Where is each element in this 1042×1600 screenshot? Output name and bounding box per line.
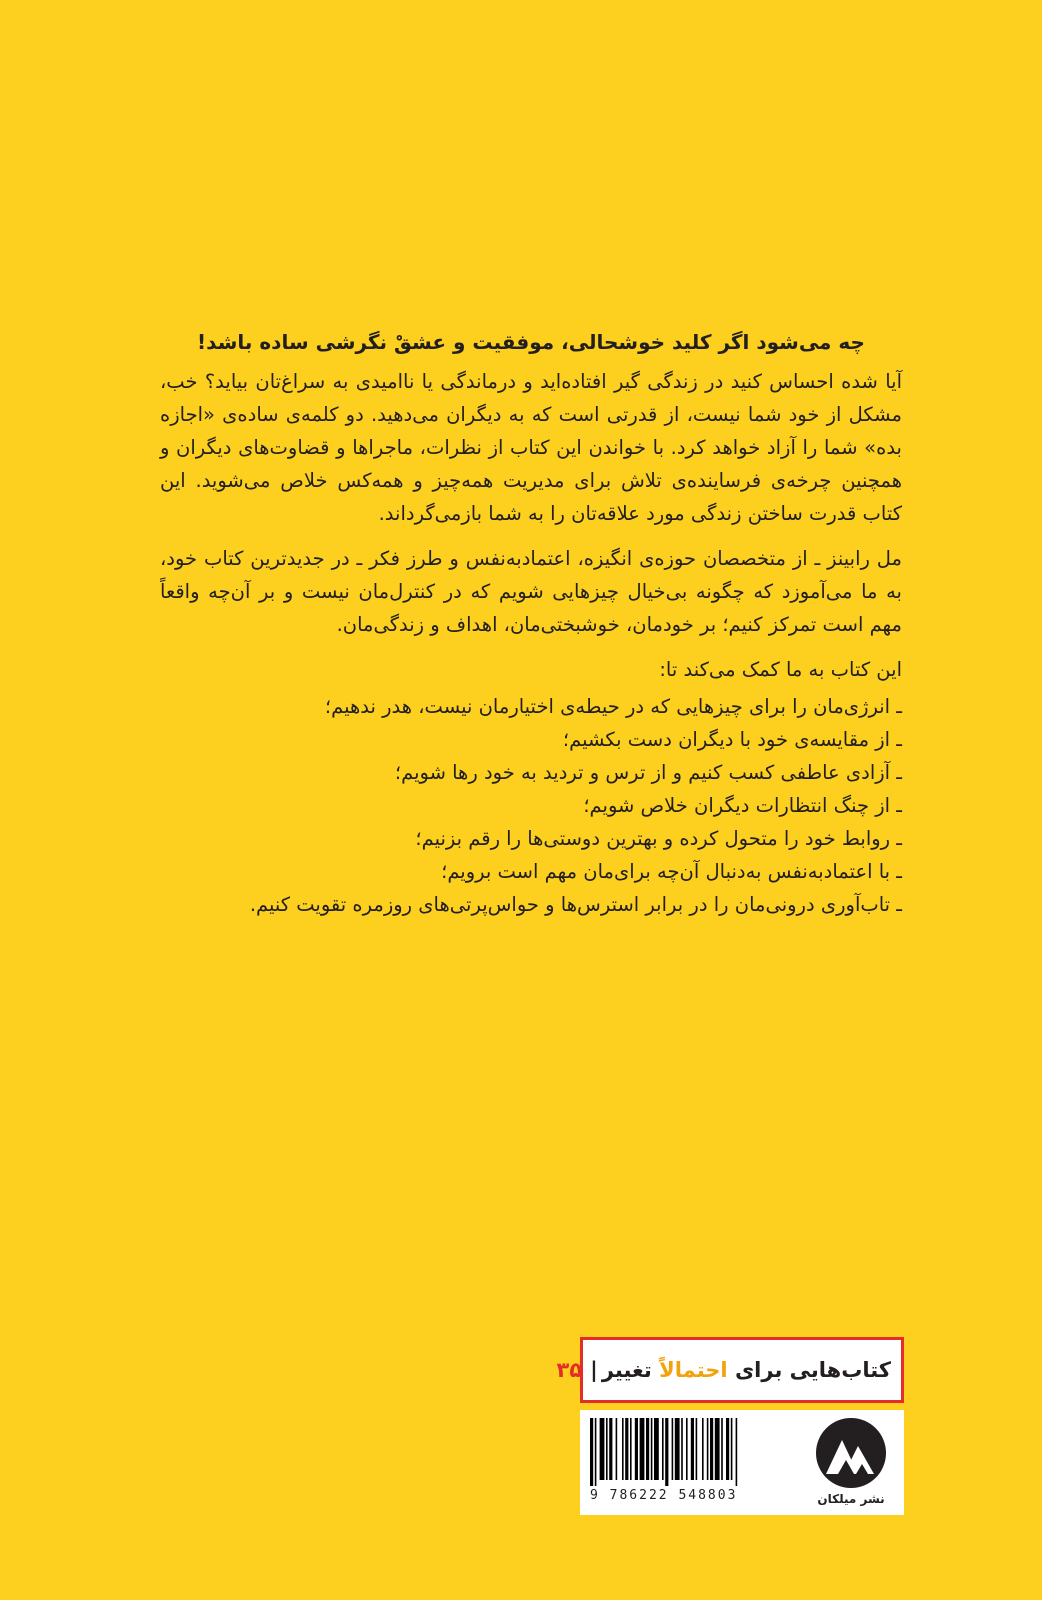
publisher-name: نشر میلکان (817, 1492, 885, 1506)
list-item: ـ از چنگ انتظارات دیگران خلاص شویم؛ (583, 794, 902, 817)
barcode-bar (710, 1418, 713, 1480)
barcode-bar (675, 1418, 680, 1480)
list-item: ـ انرژی‌مان را برای چیزهایی که در حیطه‌ی اختیارمان نیست، هدر ندهیم؛ (324, 695, 902, 718)
barcode-bar (726, 1418, 729, 1480)
barcode-bar (590, 1418, 593, 1486)
barcode-area (580, 1410, 904, 1515)
barcode-bar (622, 1418, 624, 1480)
back-cover-text (160, 326, 902, 921)
barcode-bar (630, 1418, 632, 1480)
isbn-digits: 9 786222 548803 (590, 1488, 738, 1503)
barcode-bar (654, 1418, 659, 1480)
barcode-bar (691, 1418, 694, 1480)
barcode-bar (707, 1418, 709, 1480)
paragraph-intro: آیا شده احساس کنید در زندگی گیر افتاده‌اید و درماندگی یا ناامیدی به سراغ‌تان بیاید؟ خب، مشکل از خود شما نیست، از قدرتی است که به دیگران می‌دهید. دو کلمه‌ی ساده‌ی «اجازه بده» شما را آزاد خواهد کرد. با خواندن این کتاب از نظرات، ماجراها و قضاوت‌های دیگران و همچنین چرخه‌ی فرساینده‌ی تلاش برای مدیریت همه‌چیز و همه‌کس خلاص می‌شوید. این کتاب قدرت ساختن زندگی مورد علاقه‌تان را به شما بازمی‌گرداند. (160, 370, 902, 525)
barcode-bar (696, 1418, 698, 1480)
barcode-bar (731, 1418, 733, 1480)
barcode-bar (702, 1418, 704, 1480)
publisher-logo (808, 1416, 894, 1506)
mountains-logo-icon (812, 1416, 890, 1490)
barcode-bar (681, 1418, 683, 1480)
barcode-icon (590, 1418, 790, 1486)
list-item: ـ آزادی عاطفی کسب کنیم و از ترس و تردید به خود رها شویم؛ (394, 761, 902, 784)
barcode-bar (651, 1418, 653, 1480)
barcode-bar (640, 1418, 645, 1480)
barcode-bar (635, 1418, 638, 1480)
barcode-bar (606, 1418, 608, 1480)
series-number: ۳۵ (556, 1358, 583, 1382)
benefit-list (160, 653, 902, 921)
list-item: ـ با اعتمادبه‌نفس به‌دنبال آن‌چه برای‌مان مهم است برویم؛ (441, 860, 902, 883)
series-separator: | (590, 1358, 598, 1382)
list-item: ـ از مقایسه‌ی خود با دیگران دست بکشیم؛ (562, 728, 902, 751)
barcode-bar (721, 1418, 723, 1480)
barcode-bar (625, 1418, 628, 1480)
headline: چه می‌شود اگر کلید خوشحالی، موفقیت و عشقْ نگرشی ساده باشد! (197, 330, 865, 354)
barcode-bar (595, 1418, 597, 1486)
series-suffix: تغییر (601, 1358, 652, 1382)
list-item: ـ روابط خود را متحول کرده و بهترین دوستی‌ها را رقم بزنیم؛ (415, 827, 902, 850)
list-item: ـ تاب‌آوری درونی‌مان را در برابر استرس‌ها و حواس‌پرتی‌های روزمره تقویت کنیم. (249, 893, 902, 916)
barcode-bar (665, 1418, 668, 1486)
series-prefix: کتاب‌هایی برای (734, 1358, 891, 1382)
barcode-bar (715, 1418, 720, 1480)
barcode-bar (686, 1418, 688, 1480)
series-label-box (556, 1337, 904, 1403)
barcode-bar (672, 1418, 674, 1480)
barcode-bar (662, 1418, 664, 1480)
barcode-bar (609, 1418, 612, 1480)
barcode-bar (600, 1418, 605, 1480)
series-accent-word: احتمالاً (659, 1358, 728, 1382)
benefit-list-intro: این کتاب به ما کمک می‌کند تا: (659, 658, 902, 681)
barcode-bar (646, 1418, 649, 1480)
paragraph-author: مل رابینز ـ از متخصصان حوزه‌ی انگیزه، اعتمادبه‌نفس و طرز فکر ـ در جدیدترین کتاب خود، به ما می‌آموزد که چگونه بی‌خیال چیزهایی شویم که در کنترل‌مان نیست و بر آن‌چه واقعاً مهم است تمرکز کنیم؛ بر خودمان، خوشبختی‌مان، اهداف و زندگی‌مان. (160, 547, 902, 636)
barcode-bar (616, 1418, 618, 1480)
barcode-bar (736, 1418, 738, 1486)
